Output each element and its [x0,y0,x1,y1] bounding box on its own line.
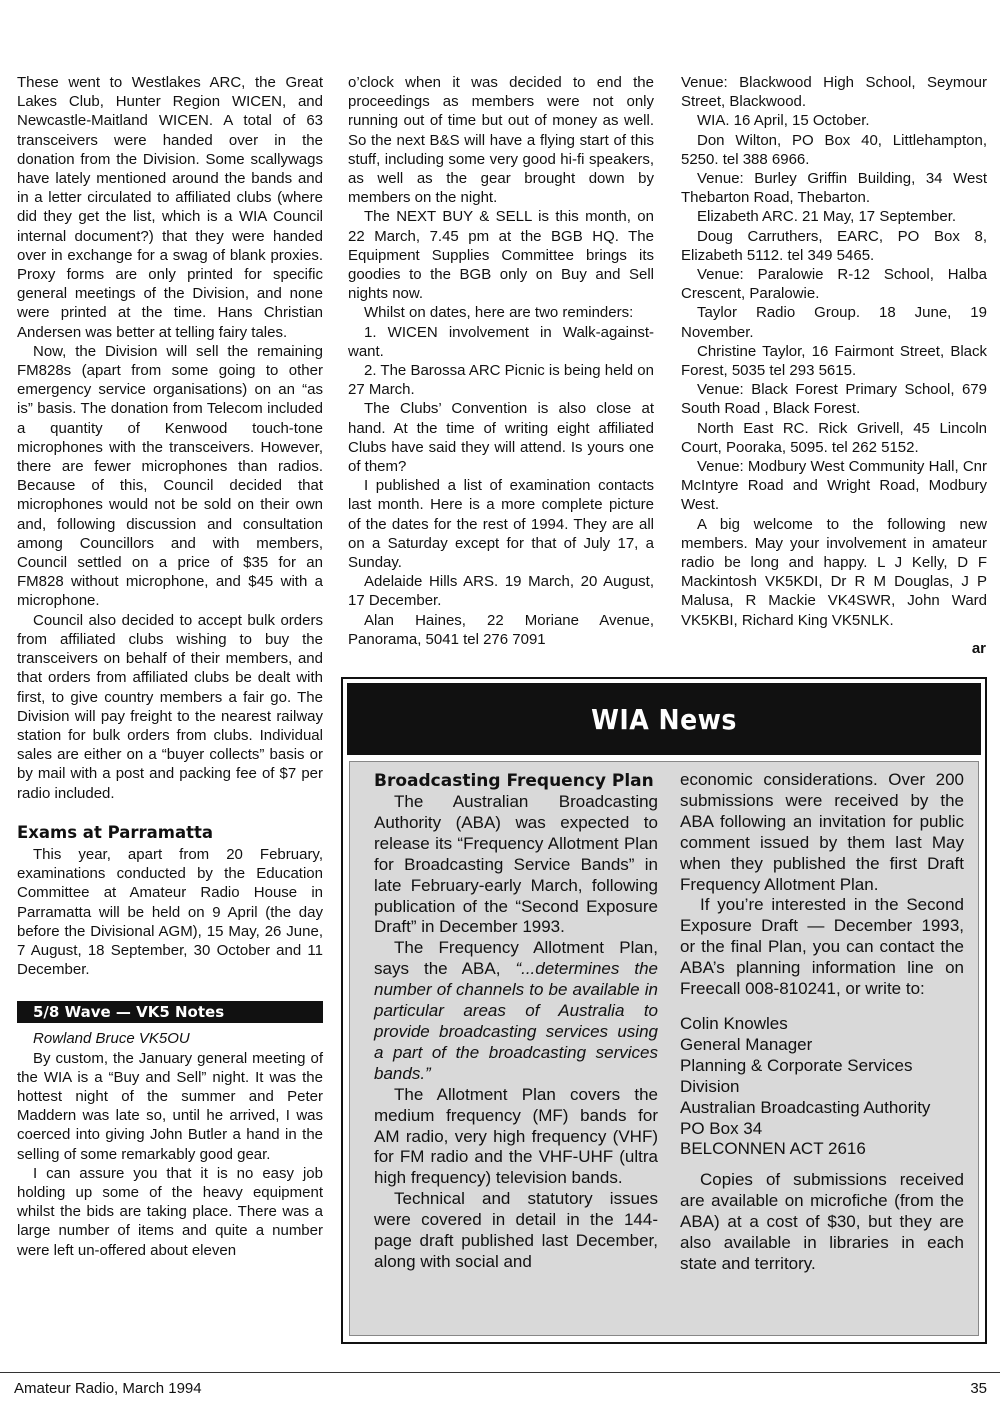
paragraph: Now, the Division will sell the remaining FM828s (apart from some going to other emergency service organisations) on an “as is” basis. The donation from Telecom included a quantity of Kenwood touch-tone microphones with the transceivers. However, there are fewer microphones than radios. Because of this, Council decided that microphones would not be sold on their own and, following discussion and consultation among Councillors and with members, Council settled on a price of $35 for an FM828 without microphone, and $45 with a microphone. [17,342,323,610]
paragraph [374,938,658,1084]
footer-publication: Amateur Radio, March 1994 [14,1380,202,1397]
paragraph: o’clock when it was decided to end the proceedings as members were not only running out of time but out of money as well. So the next B&S will have a flying start of this stuff, including some very good hi-fi speakers, as well as the gear brought down by members on the night. [348,74,654,207]
paragraph: Venue: Modbury West Community Hall, Cnr McIntyre Road and Wright Road, Modbury West. [681,458,987,514]
news-column-1 [374,770,658,1273]
paragraph: Elizabeth ARC. 21 May, 17 September. [697,208,957,226]
wia-news-banner: WIA News [347,683,981,755]
paragraph: Venue: Paralowie R-12 School, Halba Crescent, Paralowie. [681,266,987,303]
paragraph: Alan Haines, 22 Moriane Avenue, Panorama, 5041 tel 276 7091 [348,611,654,648]
column-2 [348,73,654,649]
paragraph: I can assure you that it is no easy job holding up some of the heavy equipment whilst the bids are taking place. There was a large number of items and quite a number were left un-offered about eleven [17,1164,323,1259]
vk5-notes-heading: 5/8 Wave — VK5 Notes [17,1001,323,1023]
address-line: Australian Broadcasting Authority [680,1097,931,1117]
quote-lead: The Frequency Allotment Plan, says the ABA, [374,938,658,979]
paragraph: Taylor Radio Group. 18 June, 19 November. [681,304,987,341]
news-heading: Broadcasting Frequency Plan [374,771,654,791]
paragraph: Venue: Blackwood High School, Seymour Street, Blackwood. [681,74,987,111]
paragraph: Christine Taylor, 16 Fairmont Street, Black Forest, 5035 tel 293 5615. [681,342,987,380]
wia-news-content [349,761,979,1336]
paragraph: This year, apart from 20 February, examinations conducted by the Education Committee at Amateur Radio House in Parramatta will be held on 9 April (the day before the Divisional AGM), 15 May, 26 June, 7 August, 18 September, 30 October and 11 December. [17,845,323,979]
paragraph: North East RC. Rick Grivell, 45 Lincoln Court, Pooraka, 5095. tel 262 5152. [681,419,987,456]
postal-address [680,1014,964,1160]
paragraph: If you’re interested in the Second Exposure Draft — December 1993, or the final Plan, you can contact the ABA’s planning information line on Freecall 008-810241, or write to: [680,895,964,999]
paragraph: Copies of submissions received are available on microfiche (from the ABA) at a cost of $30, but they are also available in libraries in each state and territory. [680,1170,964,1273]
end-mark: ar [971,640,986,657]
paragraph: The Clubs’ Convention is also close at hand. At the time of writing eight affiliated Clubs have said they will attend. Is yours one of them? [348,400,654,476]
paragraph: 1. WICEN involvement in Walk-against-want. [348,323,654,360]
paragraph: 2. The Barossa ARC Picnic is being held on 27 March. [348,362,654,399]
paragraph: economic considerations. Over 200 submissions were received by the ABA following an invitation for public comment issued by them last May when they published the first Draft Frequency Allotment Plan. [680,770,964,894]
address-line: BELCONNEN ACT 2616 [680,1139,866,1159]
page-number: 35 [970,1380,987,1397]
quote: “...determines the number of channels to be available in particular areas of Australia to provide broadcasting services using a part of the broadcasting services bands.” [374,959,659,1083]
paragraph: The Allotment Plan covers the medium frequency (MF) bands for AM radio, very high frequency (VHF) for FM radio and the VHF-UHF (ultra high frequency) television bands. [374,1084,658,1188]
address-line: PO Box 34 [680,1118,763,1138]
paragraph: Council also decided to accept bulk orders from affiliated clubs wishing to buy the transceivers on behalf of their members, and that orders from affiliated clubs be dealt with first, to give country members a fair go. The Division will pay freight to the nearest railway station for bulk orders from clubs. Individual sales are either on a “buyer collects” basis or by mail with a post and packing fee of $7 per radio included. [17,611,323,802]
column-1 [17,73,323,1260]
paragraph: Don Wilton, PO Box 40, Littlehampton, 5250. tel 388 6966. [681,131,987,168]
paragraph: Venue: Black Forest Primary School, 679 South Road , Black Forest. [681,381,987,418]
paragraph: Adelaide Hills ARS. 19 March, 20 August, 17 December. [348,573,654,610]
paragraph: WIA. 16 April, 15 October. [697,112,870,130]
wia-news-box [341,677,987,1344]
paragraph: Whilst on dates, here are two reminders: [364,304,634,322]
footer-divider [0,1372,1000,1373]
paragraph: The Australian Broadcasting Authority (ABA) was expected to release its “Frequency Allotment Plan for Broadcasting Service Bands” in late February-early March, following publication of the “Second Exposure Draft” in December 1993. [374,792,658,937]
exams-heading: Exams at Parramatta [17,822,214,842]
paragraph: By custom, the January general meeting of the WIA is a “Buy and Sell” night. It was the hottest night of the summer and Peter Maddern was late so, until he arrived, I was coerced into giving John Butler a hand in the selling of some remarkably good gear. [17,1049,323,1163]
byline: Rowland Bruce VK5OU [33,1030,190,1048]
paragraph: Venue: Burley Griffin Building, 34 West Thebarton Road, Thebarton. [681,170,987,207]
address-line: General Manager [680,1034,813,1054]
paragraph: These went to Westlakes ARC, the Great Lakes Club, Hunter Region WICEN, and Newcastle-Maitland WICEN. A total of 63 transceivers were handed over in the donation from the Division. Some scallywags have lately mentioned around the bands and in a letter circulated to affiliated clubs (where did they get the list, which is a WIA Council internal document?) that they were handed over in exchange for a swag of blank proxies. Proxy forms are only printed for specific general meetings of the Division, and none were printed at the time. Hans Christian Andersen was better at telling fairy tales. [17,74,323,341]
address-line: Planning & Corporate Services Division [680,1055,913,1096]
news-column-2 [680,770,964,1275]
paragraph: I published a list of examination contacts last month. Here is a more complete picture of the dates for the rest of 1994. They are all on a Saturday except for that of July 17, a Sunday. [348,477,654,572]
paragraph: A big welcome to the following new members. May your involvement in amateur radio be long and happy. L J Kelly, D F Mackintosh VK5KDI, Dr R M Douglas, J P Malusa, R Mackie VK4SWR, John Ward VK5KBI, Richard King VK5NLK. [681,515,987,629]
address-line: Colin Knowles [680,1013,788,1033]
column-3 [681,73,987,630]
paragraph: Technical and statutory issues were covered in detail in the 144-page draft published last December, along with social and [374,1189,658,1271]
paragraph: The NEXT BUY & SELL is this month, on 22 March, 7.45 pm at the BGB HQ. The Equipment Supplies Committee brings its goodies to the BGB only on Buy and Sell nights now. [348,208,654,303]
paragraph: Doug Carruthers, EARC, PO Box 8, Elizabeth 5112. tel 349 5465. [681,227,987,264]
